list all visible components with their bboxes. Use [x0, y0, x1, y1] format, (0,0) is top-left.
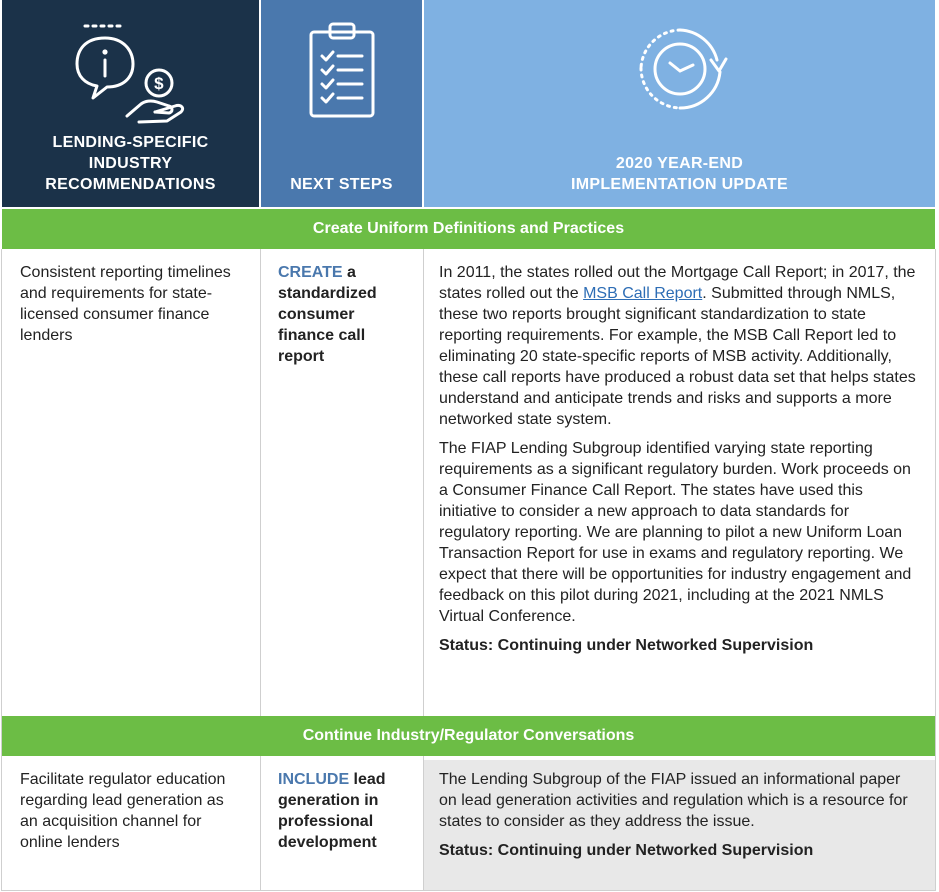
- recommendation-text: Consistent reporting timelines and requirements for state-licensed consumer finance lenders: [20, 264, 231, 344]
- header-line: INDUSTRY: [88, 155, 173, 172]
- update-paragraph: The FIAP Lending Subgroup identified varying state reporting requirements as a significant regulatory burden. Work proceeds on a Consumer Finance Call Report. The states have used this initiative to consider a new approach to data standards for regulatory reporting. We are planning to pilot a new Uniform Loan Transaction Report for use in exams and regulatory reporting. We expect that there will be opportunities for industry engagement and feedback on this pilot during 2021, including at the 2021 NMLS Virtual Conference.: [439, 440, 912, 625]
- header-next-steps: [261, 0, 422, 207]
- table-border: [260, 756, 261, 891]
- table-border: [1, 249, 2, 891]
- status-text: Status: Continuing under Networked Supervision: [439, 637, 814, 654]
- header-implementation-update: [424, 0, 935, 207]
- table-border: [423, 756, 424, 891]
- next-step-cell: [261, 253, 423, 715]
- header-line: NEXT STEPS: [290, 176, 393, 193]
- recommendation-cell: [2, 253, 260, 715]
- table-border: [1, 890, 936, 891]
- table-border: [935, 249, 936, 891]
- svg-text:$: $: [153, 74, 164, 93]
- recommendation-cell: [2, 760, 260, 890]
- update-paragraph: [439, 262, 921, 430]
- update-cell: [424, 760, 935, 890]
- header-recommendations: [2, 0, 259, 207]
- update-paragraph: The Lending Subgroup of the FIAP issued an informational paper on lead generation activities and regulation which is a resource for states to consider as they address the issue.: [439, 771, 908, 830]
- header-line: 2020 YEAR-END: [615, 155, 744, 172]
- msb-call-report-link[interactable]: MSB Call Report: [583, 285, 703, 302]
- table-border: [423, 249, 424, 716]
- clock-refresh-icon: [424, 20, 935, 120]
- update-text: . Submitted through NMLS, these two reports brought significant standardization to state reporting requirements. For example, the MSB Call Report led to eliminating 20 state-specific reports of MSB activity. Additionally, these call reports have produced a robust data set that helps states understand and anticipate trends and risks and supports a more networked state system.: [439, 285, 916, 428]
- next-step-verb: INCLUDE: [278, 771, 350, 788]
- section-band: Create Uniform Definitions and Practices: [2, 209, 935, 249]
- next-step-verb: CREATE: [278, 264, 343, 281]
- table-border: [260, 249, 261, 716]
- update-cell: [424, 253, 935, 715]
- next-step-text: lead generation in professional development: [278, 771, 386, 851]
- info-money-hand-icon: [2, 20, 259, 125]
- status-text: Status: Continuing under Networked Supervision: [439, 842, 814, 859]
- update-text: In 2011, the states rolled out the Mortgage Call Report; in 2017, the states rolled out the: [439, 264, 916, 302]
- header-line: IMPLEMENTATION UPDATE: [571, 176, 788, 193]
- section-band: Continue Industry/Regulator Conversations: [2, 716, 935, 756]
- header-line: LENDING-SPECIFIC: [52, 134, 209, 151]
- header-line: RECOMMENDATIONS: [45, 176, 216, 193]
- recommendation-text: Facilitate regulator education regarding lead generation as an acquisition channel for online lenders: [20, 771, 226, 851]
- next-step-text: a standardized consumer finance call report: [278, 264, 377, 365]
- checklist-clipboard-icon: [261, 20, 422, 120]
- next-step-cell: [261, 760, 423, 890]
